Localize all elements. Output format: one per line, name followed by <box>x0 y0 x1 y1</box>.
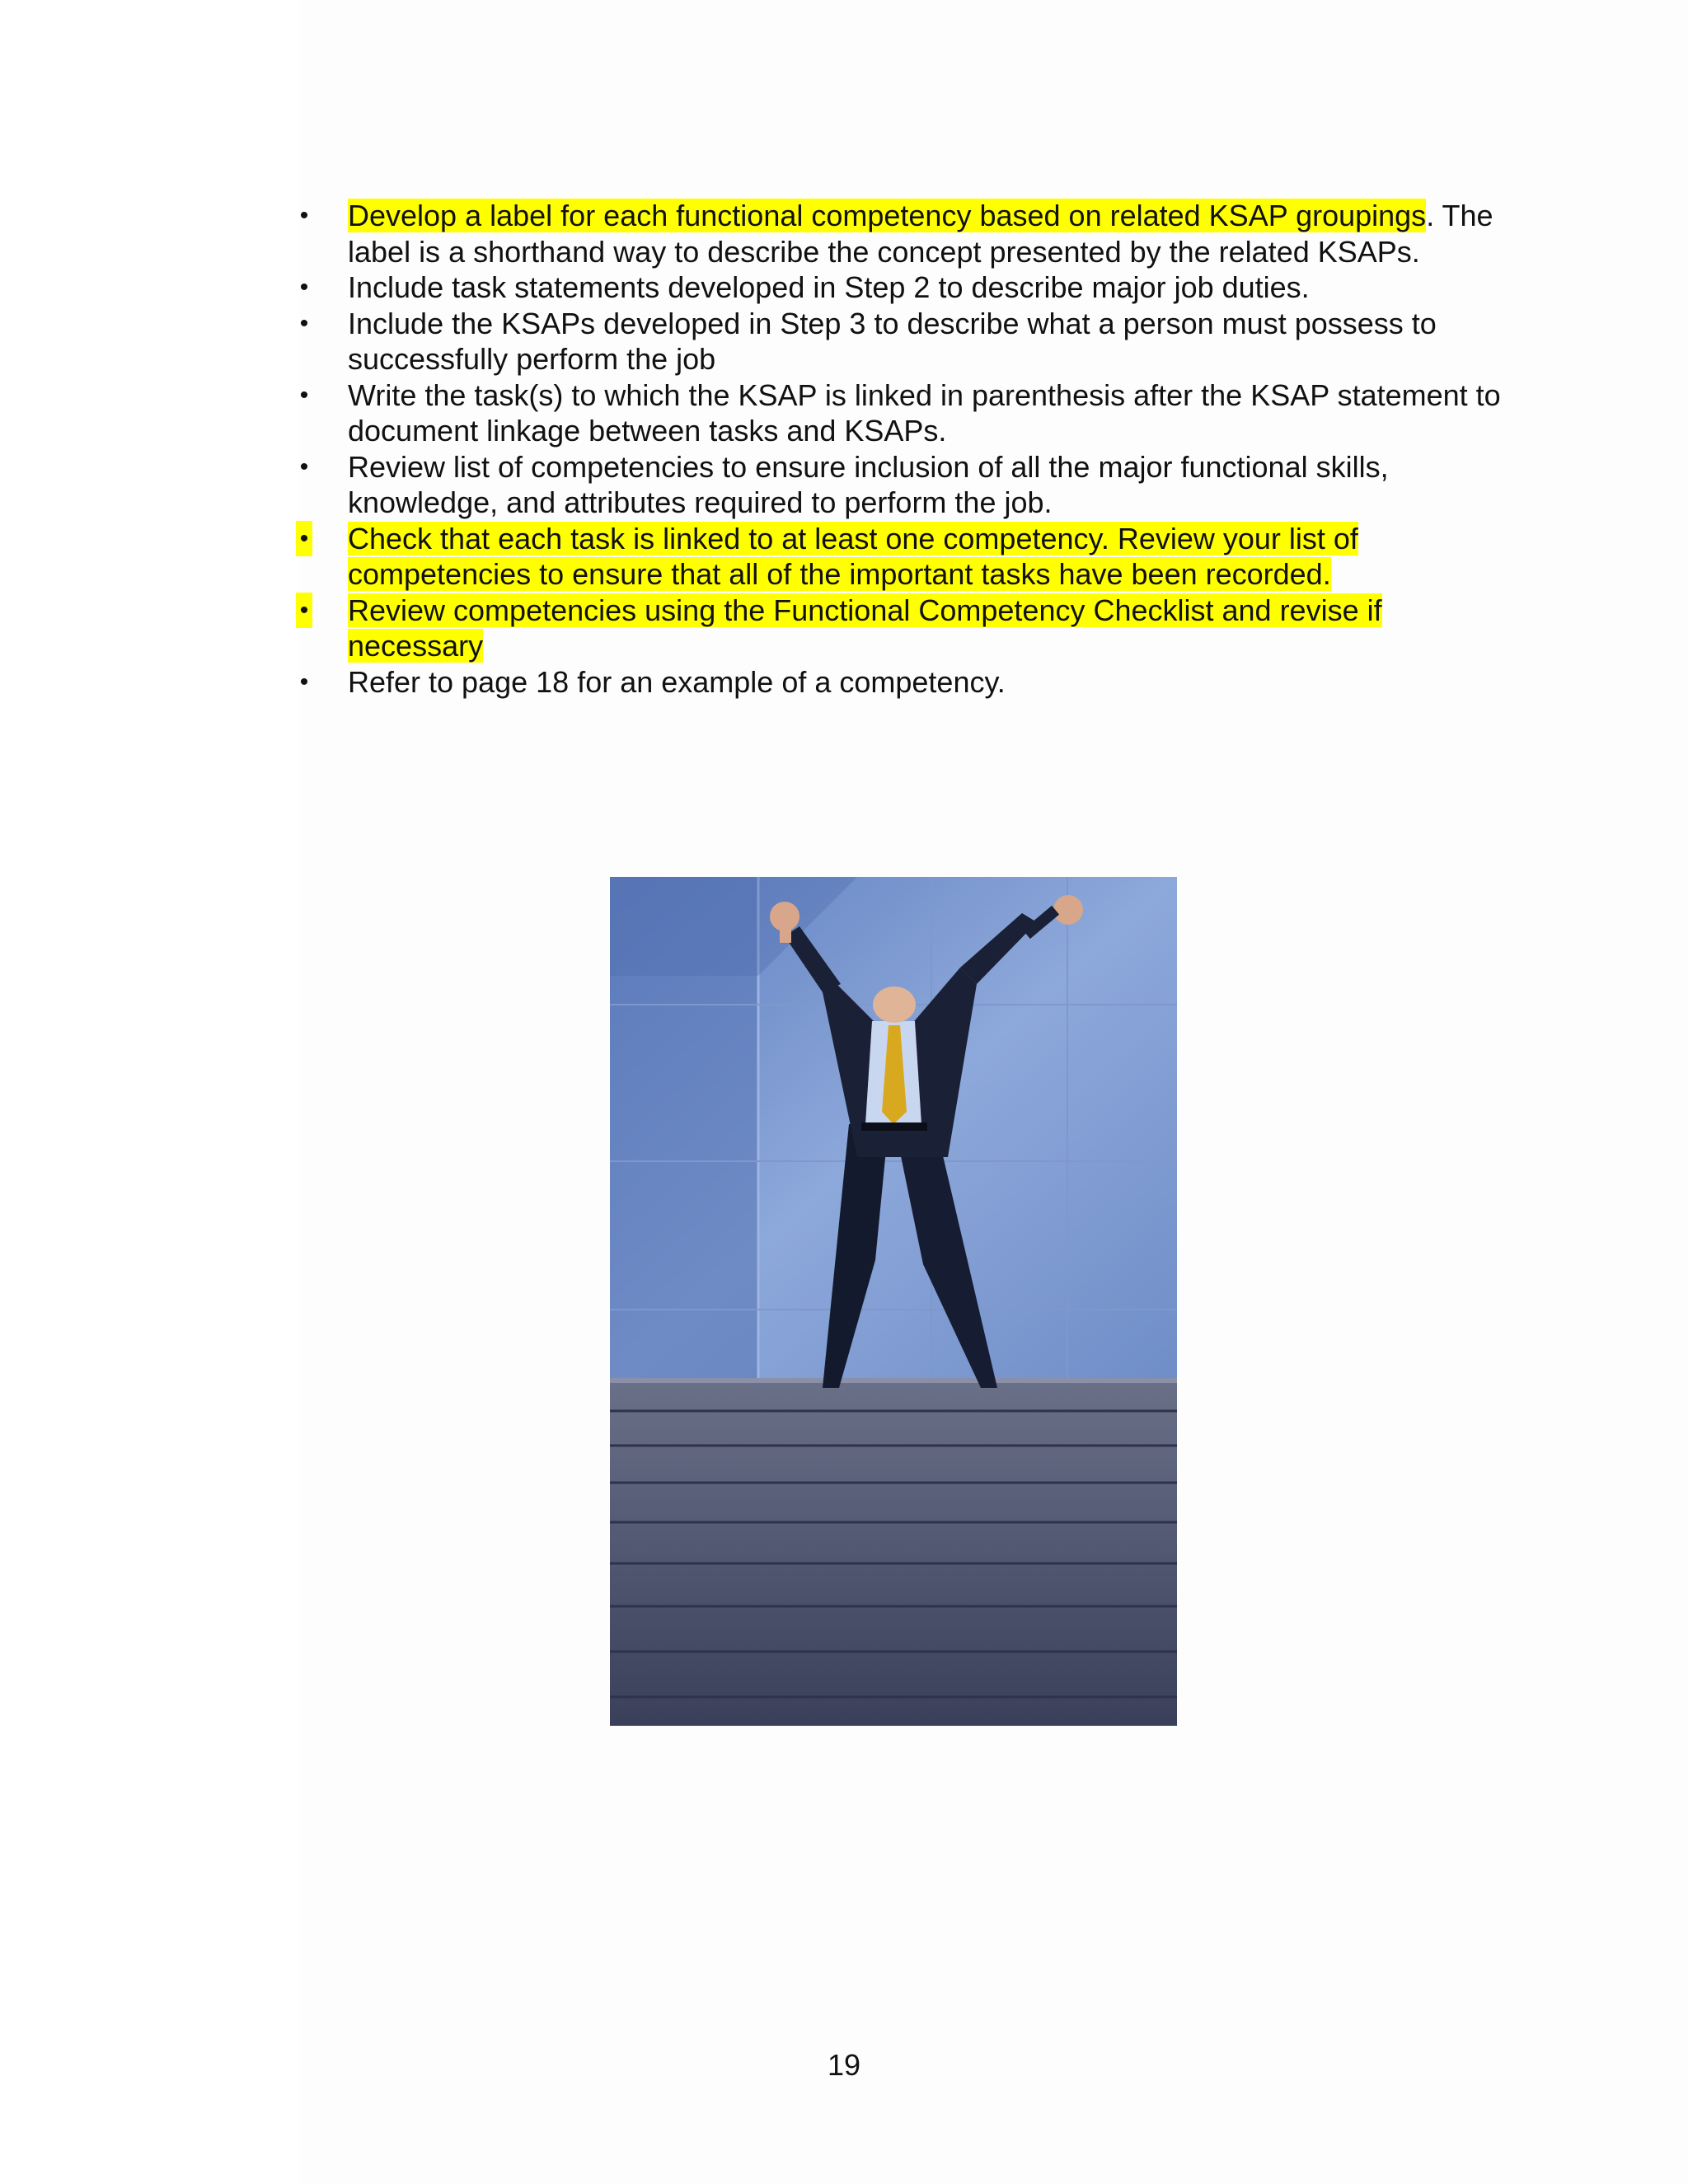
celebrating-businessman-photo <box>610 877 1177 1726</box>
bullet-icon: • <box>299 309 309 337</box>
list-item <box>284 664 1504 701</box>
bullet-icon: • <box>299 202 309 229</box>
bullet-text: Write the task(s) to which the KSAP is linked in parenthesis after the KSAP statement to document linkage between tasks and KSAPs. <box>348 377 1501 448</box>
bullet-text: Include the KSAPs developed in Step 3 to describe what a person must possess to successfully perform the job <box>348 306 1437 376</box>
bullet-text <box>348 198 1504 269</box>
bullet-list <box>284 198 1504 700</box>
list-item <box>284 449 1504 521</box>
highlighted-text: Develop a label for each functional competency based on related KSAP groupings <box>348 199 1427 232</box>
list-item <box>284 269 1504 306</box>
bullet-icon: • <box>296 593 312 629</box>
bullet-text: Include task statements developed in Step 2 to describe major job duties. <box>348 270 1310 304</box>
highlighted-text: Review competencies using the Functional Competency Checklist and revise if necessary <box>348 593 1382 663</box>
bullet-icon: • <box>299 274 309 301</box>
bullet-icon: • <box>299 668 309 696</box>
bullet-text: Refer to page 18 for an example of a competency. <box>348 664 1006 699</box>
bullet-text <box>348 593 1504 664</box>
page-number: 19 <box>827 2048 861 2082</box>
list-item-highlighted <box>284 593 1504 664</box>
list-item <box>284 198 1504 269</box>
list-item-highlighted <box>284 521 1504 593</box>
list-item <box>284 377 1504 449</box>
plain-text: . The label is a shorthand way to describe the concept presented by the related KSAPs. <box>348 199 1493 269</box>
highlighted-text: Check that each task is linked to at least one competency. Review your list of competencies to ensure that all of the important tasks have been recorded. <box>348 521 1358 591</box>
bullet-text: Review list of competencies to ensure inclusion of all the major functional skills, knowledge, and attributes required to perform the job. <box>348 449 1389 519</box>
bullet-text <box>348 521 1504 593</box>
bullet-icon: • <box>296 521 312 557</box>
bullet-icon: • <box>299 381 309 409</box>
list-item <box>284 306 1504 377</box>
bullet-icon: • <box>299 452 309 480</box>
